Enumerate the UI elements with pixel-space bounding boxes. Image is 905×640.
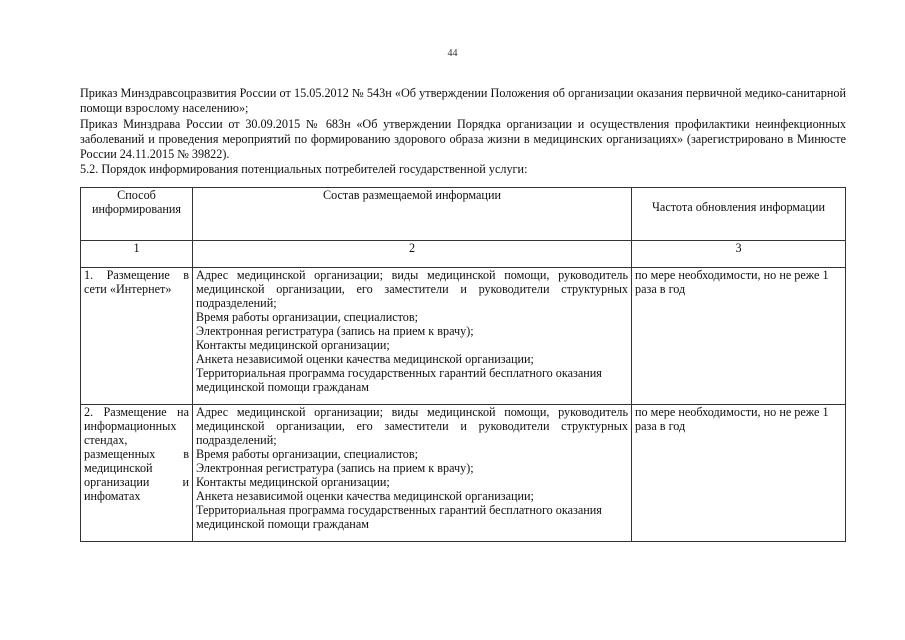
content-line: Территориальная программа государственных гарантий бесплатного оказания медицинской помощи гражданам bbox=[196, 503, 602, 531]
content-line: Время работы организации, специалистов; bbox=[196, 310, 419, 324]
intro-text bbox=[80, 86, 846, 178]
content-line: Территориальная программа государственных гарантий бесплатного оказания медицинской помощи гражданам bbox=[196, 366, 602, 394]
content-line: Контакты медицинской организации; bbox=[196, 475, 390, 489]
header-method: Способ информирования bbox=[81, 188, 193, 241]
section-heading-5-2: 5.2. Порядок информирования потенциальных потребителей государственной услуги: bbox=[80, 162, 528, 177]
content-line: Электронная регистратура (запись на прием к врачу); bbox=[196, 461, 474, 475]
intro-paragraph-order-543n: Приказ Минздравсоцразвития России от 15.05.2012 № 543н «Об утверждении Положения об организации оказания первичной медико-санитарной помощи взрослому населению»; bbox=[80, 86, 846, 116]
frequency-cell: по мере необходимости, но не реже 1 раза в год bbox=[632, 268, 846, 405]
table-header-row bbox=[81, 188, 846, 241]
method-cell: 2. Размещение на информационных стендах, размещенных в медицинской организации и инфоматах bbox=[81, 405, 193, 542]
header-frequency: Частота обновления информации bbox=[632, 188, 846, 241]
column-number-row bbox=[81, 241, 846, 268]
information-table bbox=[80, 187, 846, 542]
content-line: Адрес медицинской организации; виды медицинской помощи, руководитель медицинской организации, его заместители и руководители структурных подразделений; bbox=[196, 268, 628, 310]
intro-paragraph-order-683n: Приказ Минздрава России от 30.09.2015 № 683н «Об утверждении Порядка организации и осуществления профилактики неинфекционных заболеваний и проведения мероприятий по формированию здорового образа жизни в медицинских организациях» (зарегистрировано в Минюсте России 24.11.2015 № 39822). bbox=[80, 116, 846, 162]
content-line: Адрес медицинской организации; виды медицинской помощи, руководитель медицинской организации, его заместители и руководители структурных подразделений; bbox=[196, 405, 628, 447]
header-content: Состав размещаемой информации bbox=[193, 188, 632, 241]
table-row bbox=[81, 268, 846, 405]
content-line: Контакты медицинской организации; bbox=[196, 338, 390, 352]
page-number: 44 bbox=[447, 48, 458, 59]
content-cell bbox=[193, 268, 632, 405]
content-cell bbox=[193, 405, 632, 542]
content-line: Время работы организации, специалистов; bbox=[196, 447, 419, 461]
method-cell: 1. Размещение в сети «Интернет» bbox=[81, 268, 193, 405]
column-number-2: 2 bbox=[193, 241, 632, 268]
column-number-3: 3 bbox=[632, 241, 846, 268]
table-row bbox=[81, 405, 846, 542]
content-line: Анкета независимой оценки качества медицинской организации; bbox=[196, 352, 534, 366]
frequency-cell: по мере необходимости, но не реже 1 раза в год bbox=[632, 405, 846, 542]
column-number-1: 1 bbox=[81, 241, 193, 268]
content-line: Электронная регистратура (запись на прием к врачу); bbox=[196, 324, 474, 338]
content-line: Анкета независимой оценки качества медицинской организации; bbox=[196, 489, 534, 503]
